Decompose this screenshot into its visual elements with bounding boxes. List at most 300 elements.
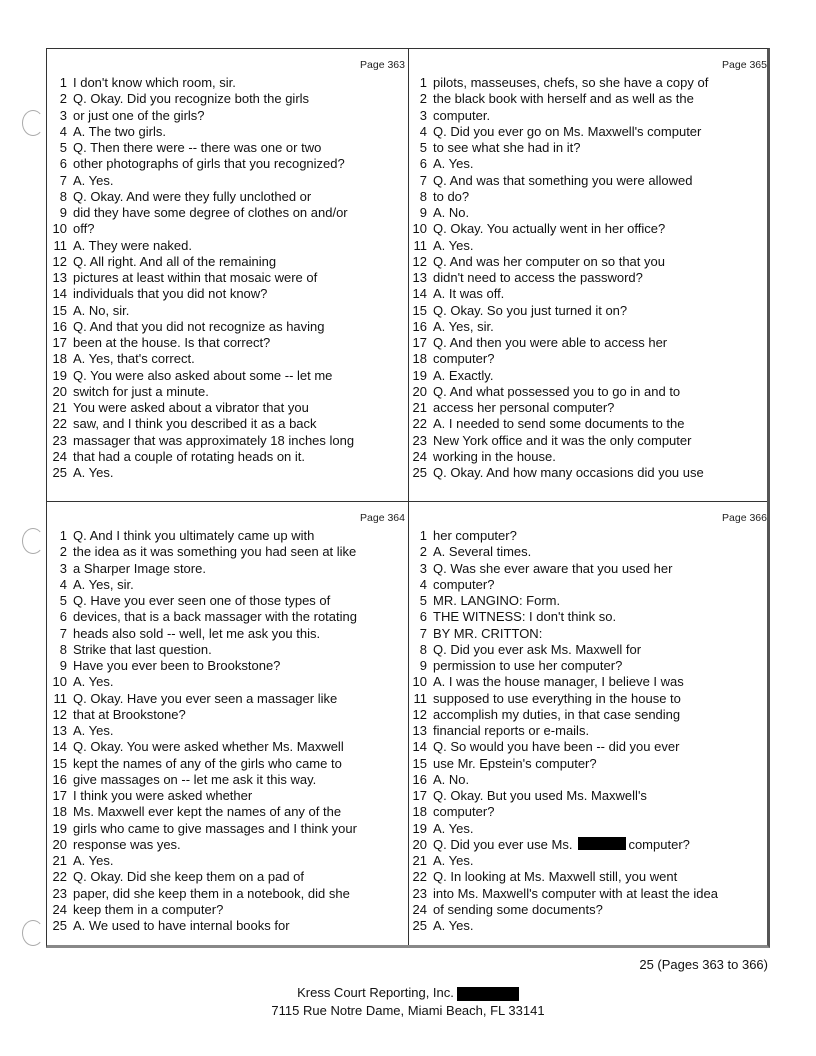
page-label: Page 365 — [722, 59, 767, 71]
transcript-line — [47, 221, 409, 237]
line-text: Q. And was that something you were allowed — [433, 172, 693, 188]
transcript-line — [409, 674, 771, 690]
line-text: Q. Then there were -- there was one or two — [73, 140, 322, 155]
line-number: 18 — [52, 351, 67, 367]
line-text: Q. Did you ever go on Ms. Maxwell's computer — [433, 123, 702, 139]
transcript-line — [47, 853, 409, 869]
line-text: saw, and I think you described it as a back — [73, 416, 317, 432]
transcript-line — [47, 108, 409, 124]
transcript-line — [409, 658, 771, 674]
line-text: A. We used to have internal books for — [73, 918, 290, 933]
transcript-line — [47, 270, 409, 286]
line-text: her computer? — [433, 528, 517, 543]
page-label: Page 366 — [722, 512, 767, 524]
transcript-line — [47, 351, 409, 367]
line-text: A. It was off. — [433, 286, 505, 302]
line-text: A. Yes. — [73, 723, 114, 738]
line-number: 16 — [52, 318, 67, 334]
transcript-line — [409, 449, 771, 465]
transcript-lines — [47, 528, 409, 934]
transcript-line — [409, 303, 771, 319]
transcript-line — [409, 270, 771, 286]
line-text: give massages on -- let me ask it this way. — [73, 771, 317, 787]
transcript-line — [409, 416, 771, 432]
transcript-line — [47, 75, 409, 91]
line-number: 9 — [59, 658, 67, 673]
line-text: of sending some documents? — [433, 901, 603, 917]
line-number: 11 — [413, 690, 427, 706]
transcript-line — [409, 140, 771, 156]
line-text: that at Brookstone? — [73, 706, 186, 722]
line-number: 4 — [59, 576, 67, 592]
transcript-line — [47, 756, 409, 772]
line-number: 6 — [59, 156, 67, 172]
line-number: 20 — [52, 836, 67, 852]
line-number: 24 — [52, 901, 67, 917]
line-number: 10 — [412, 674, 427, 690]
transcript-line — [409, 465, 771, 481]
line-number: 22 — [412, 869, 427, 885]
transcript-line — [409, 433, 771, 449]
line-number: 20 — [52, 383, 67, 399]
line-text: Q. Okay. Did she keep them on a pad of — [73, 869, 304, 885]
line-text: computer. — [433, 107, 491, 123]
line-number: 11 — [53, 690, 67, 706]
line-text: Q. In looking at Ms. Maxwell still, you went — [433, 869, 678, 885]
line-text: A. Yes. — [433, 853, 474, 868]
line-text: A. No. — [433, 205, 470, 220]
line-number: 17 — [52, 335, 67, 350]
transcript-line — [409, 108, 771, 124]
transcript-line — [409, 254, 771, 270]
line-text: I don't know which room, sir. — [73, 75, 236, 90]
line-number: 13 — [52, 723, 67, 738]
line-text: keep them in a computer? — [73, 901, 224, 917]
transcript-line — [409, 351, 771, 367]
transcript-line — [47, 723, 409, 739]
line-text: didn't need to access the password? — [433, 270, 643, 285]
line-text: BY MR. CRITTON: — [433, 625, 543, 641]
line-text: New York office and it was the only computer — [433, 432, 692, 448]
line-number: 16 — [412, 771, 427, 787]
line-text: Q. Did you ever use Ms. — [433, 836, 573, 852]
line-number: 25 — [412, 465, 427, 480]
transcript-line — [47, 91, 409, 107]
line-text: paper, did she keep them in a notebook, did she — [73, 885, 350, 901]
transcript-lines — [409, 528, 771, 934]
transcript-line — [409, 772, 771, 788]
transcript-line — [47, 173, 409, 189]
transcript-line — [409, 577, 771, 593]
line-number: 19 — [412, 820, 427, 836]
pages-range: 25 (Pages 363 to 366) — [639, 957, 768, 972]
line-number: 10 — [412, 221, 427, 237]
line-number: 22 — [52, 416, 67, 432]
line-number: 5 — [419, 140, 427, 155]
line-text: Q. So would you have been -- did you ever — [433, 739, 680, 755]
line-text: A. Yes, that's correct. — [73, 351, 195, 367]
line-text: off? — [73, 221, 95, 237]
line-number: 2 — [59, 91, 67, 107]
line-number: 7 — [419, 625, 427, 641]
line-number: 15 — [52, 755, 67, 771]
transcript-line — [47, 642, 409, 658]
line-number: 6 — [419, 609, 427, 625]
transcript-line — [47, 286, 409, 302]
line-text: A. Yes. — [433, 820, 474, 836]
transcript-line — [409, 707, 771, 723]
line-text: MR. LANGINO: Form. — [433, 593, 561, 608]
line-text: individuals that you did not know? — [73, 286, 268, 302]
line-text: Q. And what possessed you to go in and to — [433, 383, 681, 399]
transcript-line — [409, 368, 771, 384]
line-number: 1 — [59, 75, 67, 90]
line-text: to do? — [433, 188, 470, 204]
line-number: 5 — [59, 593, 67, 608]
transcript-line — [47, 189, 409, 205]
line-number: 17 — [412, 335, 427, 350]
transcript-line — [47, 303, 409, 319]
line-text: pictures at least within that mosaic were of — [73, 270, 318, 285]
line-text: A. Yes, sir. — [433, 318, 494, 334]
line-number: 11 — [413, 237, 427, 253]
transcript-line — [409, 544, 771, 560]
line-number: 13 — [412, 723, 427, 738]
transcript-line — [409, 756, 771, 772]
transcript-line — [409, 189, 771, 205]
page-365 — [409, 49, 771, 499]
line-text: A. They were naked. — [73, 237, 192, 253]
line-text: did they have some degree of clothes on and/or — [73, 205, 348, 220]
transcript-line — [409, 626, 771, 642]
line-number: 14 — [412, 286, 427, 302]
line-number: 7 — [59, 172, 67, 188]
line-text: Q. Did you ever ask Ms. Maxwell for — [433, 641, 642, 657]
line-number: 20 — [412, 836, 427, 852]
footer-company — [0, 985, 816, 1001]
transcript-line — [409, 886, 771, 902]
line-number: 12 — [52, 253, 67, 269]
transcript-line — [47, 561, 409, 577]
transcript-line — [47, 319, 409, 335]
line-number: 25 — [52, 465, 67, 480]
transcript-line — [47, 368, 409, 384]
line-text: massager that was approximately 18 inches long — [73, 432, 355, 448]
transcript-line — [47, 544, 409, 560]
line-number: 19 — [52, 367, 67, 383]
line-text: kept the names of any of the girls who came to — [73, 755, 342, 771]
transcript-lines — [409, 75, 771, 481]
line-text: the black book with herself and as well as the — [433, 91, 694, 107]
line-text: Q. Was she ever aware that you used her — [433, 560, 673, 576]
line-text: into Ms. Maxwell's computer with at least the idea — [433, 885, 718, 901]
line-number: 8 — [419, 641, 427, 657]
line-text: Q. All right. And all of the remaining — [73, 253, 277, 269]
punch-hole — [22, 110, 44, 136]
line-number: 23 — [52, 885, 67, 901]
transcript-line — [47, 658, 409, 674]
line-text: computer? — [433, 351, 495, 367]
line-text: Q. Okay. So you just turned it on? — [433, 302, 628, 318]
line-number: 6 — [419, 156, 427, 172]
line-text: A. Yes. — [73, 172, 114, 188]
line-number: 23 — [412, 432, 427, 448]
line-number: 9 — [419, 658, 427, 673]
transcript-line — [47, 821, 409, 837]
line-number: 23 — [412, 885, 427, 901]
line-text: Q. Okay. You actually went in her office? — [433, 221, 666, 237]
transcript-line — [47, 918, 409, 934]
line-text: computer? — [433, 576, 495, 592]
transcript-line — [47, 156, 409, 172]
line-number: 18 — [412, 804, 427, 820]
line-number: 19 — [52, 820, 67, 836]
line-number: 3 — [59, 560, 67, 576]
page-label: Page 364 — [360, 512, 405, 524]
line-number: 14 — [412, 739, 427, 755]
transcript-line — [47, 869, 409, 885]
transcript-line — [409, 691, 771, 707]
line-number: 3 — [419, 560, 427, 576]
line-number: 7 — [59, 625, 67, 641]
transcript-line — [47, 577, 409, 593]
line-text: to see what she had in it? — [433, 140, 581, 155]
transcript-sheet — [46, 48, 770, 948]
line-text: THE WITNESS: I don't think so. — [433, 609, 617, 625]
line-number: 5 — [419, 593, 427, 608]
transcript-line — [47, 254, 409, 270]
line-text: supposed to use everything in the house to — [433, 690, 681, 706]
line-number: 20 — [412, 383, 427, 399]
line-text: A. I needed to send some documents to the — [433, 416, 685, 432]
line-number: 16 — [52, 771, 67, 787]
line-number: 12 — [412, 706, 427, 722]
line-number: 13 — [412, 270, 427, 285]
line-text: A. Yes. — [433, 237, 474, 253]
transcript-line — [47, 140, 409, 156]
line-text: permission to use her computer? — [433, 658, 623, 673]
line-text: financial reports or e-mails. — [433, 723, 590, 738]
transcript-line — [47, 528, 409, 544]
line-text: Q. You were also asked about some -- let me — [73, 367, 333, 383]
footer-address: 7115 Rue Notre Dame, Miami Beach, FL 33141 — [271, 1003, 545, 1018]
line-text: Have you ever been to Brookstone? — [73, 658, 281, 673]
line-number: 4 — [419, 576, 427, 592]
line-text: use Mr. Epstein's computer? — [433, 755, 597, 771]
transcript-line — [409, 593, 771, 609]
transcript-line — [409, 902, 771, 918]
line-number: 24 — [52, 448, 67, 464]
line-number: 10 — [52, 221, 67, 237]
line-text: You were asked about a vibrator that you — [73, 400, 309, 415]
transcript-line — [409, 918, 771, 934]
line-text: Strike that last question. — [73, 641, 212, 657]
line-text: been at the house. Is that correct? — [73, 335, 271, 350]
line-text: A. The two girls. — [73, 123, 166, 139]
transcript-line — [47, 772, 409, 788]
transcript-line — [47, 739, 409, 755]
line-number: 1 — [59, 528, 67, 543]
transcript-line — [47, 691, 409, 707]
line-number: 24 — [412, 448, 427, 464]
line-text: A. No. — [433, 771, 470, 787]
line-number: 6 — [59, 609, 67, 625]
line-number: 25 — [412, 918, 427, 933]
line-number: 17 — [412, 788, 427, 803]
transcript-line — [409, 91, 771, 107]
line-number: 10 — [52, 674, 67, 690]
line-number: 3 — [59, 107, 67, 123]
transcript-line — [47, 384, 409, 400]
line-text: Q. And that you did not recognize as having — [73, 318, 325, 334]
line-text: Q. Okay. But you used Ms. Maxwell's — [433, 788, 647, 803]
redaction-box — [457, 987, 519, 1001]
line-text: or just one of the girls? — [73, 107, 205, 123]
transcript-line — [47, 335, 409, 351]
page-363 — [47, 49, 409, 499]
transcript-line — [47, 124, 409, 140]
transcript-line — [409, 609, 771, 625]
transcript-line — [409, 156, 771, 172]
transcript-line — [409, 238, 771, 254]
transcript-line — [47, 837, 409, 853]
transcript-line — [409, 528, 771, 544]
transcript-line — [409, 853, 771, 869]
line-text: response was yes. — [73, 836, 181, 852]
line-text: A. Exactly. — [433, 367, 494, 383]
line-text: girls who came to give massages and I think your — [73, 820, 357, 836]
line-number: 4 — [59, 123, 67, 139]
line-number: 24 — [412, 901, 427, 917]
transcript-line — [47, 593, 409, 609]
transcript-line — [409, 319, 771, 335]
line-text: other photographs of girls that you recognized? — [73, 156, 345, 172]
line-text: A. Yes. — [73, 853, 114, 868]
line-text: that had a couple of rotating heads on it. — [73, 448, 306, 464]
line-number: 15 — [412, 302, 427, 318]
line-text: I think you were asked whether — [73, 788, 253, 803]
line-number: 1 — [419, 75, 427, 90]
line-text: A. No, sir. — [73, 302, 130, 318]
transcript-line — [47, 902, 409, 918]
line-number: 12 — [412, 253, 427, 269]
line-text: Q. Okay. Have you ever seen a massager like — [73, 690, 338, 706]
line-text: Q. Okay. And how many occasions did you use — [433, 465, 704, 480]
line-number: 15 — [52, 302, 67, 318]
transcript-line — [409, 384, 771, 400]
line-number: 11 — [53, 237, 67, 253]
transcript-line — [47, 707, 409, 723]
transcript-line — [409, 75, 771, 91]
transcript-line — [409, 124, 771, 140]
line-number: 13 — [52, 270, 67, 285]
line-number: 14 — [52, 739, 67, 755]
line-number: 22 — [412, 416, 427, 432]
line-text: A. Yes. — [73, 465, 114, 480]
line-text: devices, that is a back massager with the rotating — [73, 609, 357, 625]
line-number: 2 — [419, 91, 427, 107]
line-number: 8 — [59, 641, 67, 657]
line-number: 16 — [412, 318, 427, 334]
line-text: switch for just a minute. — [73, 383, 209, 399]
line-text: A. Yes. — [73, 674, 114, 690]
line-number: 21 — [52, 400, 67, 415]
transcript-line — [47, 609, 409, 625]
transcript-line — [409, 869, 771, 885]
line-text: access her personal computer? — [433, 400, 615, 415]
page-364 — [47, 502, 409, 952]
redaction-box — [578, 837, 626, 850]
page-366 — [409, 502, 771, 952]
line-text: accomplish my duties, in that case sending — [433, 706, 681, 722]
line-text-continued: computer? — [628, 836, 690, 852]
transcript-line — [409, 221, 771, 237]
line-text: Q. And then you were able to access her — [433, 335, 668, 350]
transcript-line — [409, 837, 771, 853]
line-number: 12 — [52, 706, 67, 722]
line-text: A. Yes. — [433, 156, 474, 172]
line-number: 19 — [412, 367, 427, 383]
line-text: Q. Okay. Did you recognize both the girls — [73, 91, 310, 107]
line-number: 21 — [412, 853, 427, 868]
line-text: A. I was the house manager, I believe I was — [433, 674, 684, 690]
line-text: Ms. Maxwell ever kept the names of any of the — [73, 804, 342, 820]
line-number: 21 — [412, 400, 427, 415]
line-number: 2 — [59, 544, 67, 560]
line-text: A. Yes, sir. — [73, 576, 134, 592]
transcript-line — [47, 433, 409, 449]
line-number: 9 — [419, 205, 427, 220]
line-number: 2 — [419, 544, 427, 560]
punch-hole — [22, 528, 44, 554]
line-number: 1 — [419, 528, 427, 543]
transcript-lines — [47, 75, 409, 481]
line-number: 17 — [52, 788, 67, 803]
transcript-line — [409, 335, 771, 351]
transcript-line — [409, 173, 771, 189]
transcript-line — [47, 238, 409, 254]
transcript-line — [47, 400, 409, 416]
transcript-line — [409, 788, 771, 804]
transcript-line — [409, 561, 771, 577]
line-text: Q. Okay. You were asked whether Ms. Maxwell — [73, 739, 344, 755]
line-number: 14 — [52, 286, 67, 302]
line-number: 3 — [419, 107, 427, 123]
page-label: Page 363 — [360, 59, 405, 71]
line-number: 18 — [412, 351, 427, 367]
line-text: Q. Have you ever seen one of those types of — [73, 593, 331, 608]
transcript-line — [47, 205, 409, 221]
line-number: 8 — [59, 188, 67, 204]
transcript-line — [409, 205, 771, 221]
line-text: A. Several times. — [433, 544, 532, 560]
company-name: Kress Court Reporting, Inc. — [297, 985, 454, 1000]
transcript-line — [47, 449, 409, 465]
line-text: A. Yes. — [433, 918, 474, 933]
transcript-line — [409, 739, 771, 755]
transcript-line — [409, 821, 771, 837]
transcript-line — [409, 804, 771, 820]
transcript-line — [409, 723, 771, 739]
transcript-line — [47, 626, 409, 642]
line-number: 23 — [52, 432, 67, 448]
line-number: 9 — [59, 205, 67, 220]
line-text: computer? — [433, 804, 495, 820]
line-number: 4 — [419, 123, 427, 139]
punch-hole — [22, 920, 44, 946]
line-number: 5 — [59, 140, 67, 155]
line-text: Q. And I think you ultimately came up with — [73, 528, 315, 543]
